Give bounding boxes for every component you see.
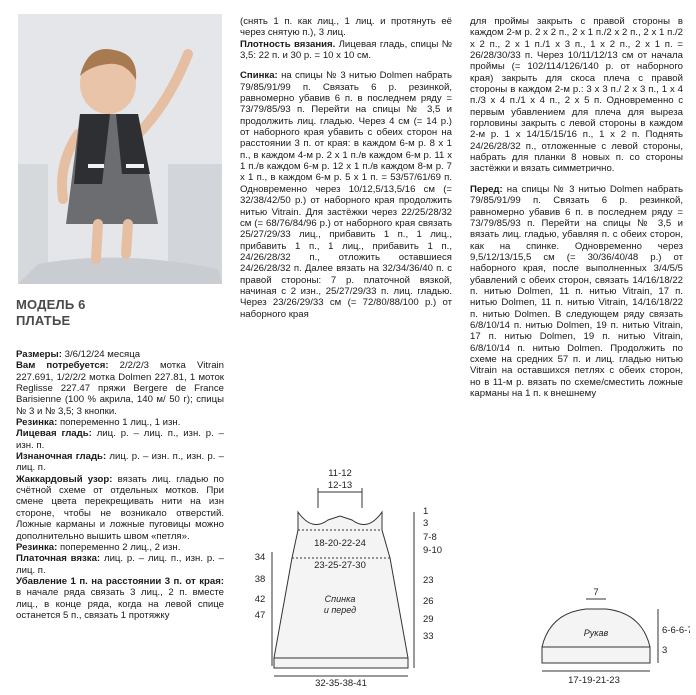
measure-chest: 18-20-22-24 (314, 538, 366, 549)
paragraph: Плотность вязания. Лицевая гладь, спицы № 3,5: 22 п. и 30 р. = 10 х 10 см. (240, 38, 452, 62)
measure-right-2: 3 (423, 518, 429, 529)
paragraph: Изнаночная гладь: лиц. р. – изн. п., изн. р. – лиц. п. (16, 451, 224, 474)
dress-pattern-diagram (240, 462, 452, 688)
paragraph: Лицевая гладь: лиц. р. – лиц. п., изн. р. – изн. п. (16, 428, 225, 451)
paragraph: Резинка: попеременно 2 лиц., 2 изн. (16, 541, 181, 553)
sleeve-pattern-svg (530, 585, 690, 690)
measure-right-7: 29 (423, 614, 434, 625)
paragraph: Убавление 1 п. на расстоянии 3 п. от края: в начале ряда связать 3 лиц., 2 п. вместе лиц., в конце ряда, когда на левой спице останется 5 п., связать 1 протяжку (16, 575, 224, 621)
paragraph: Вам потребуется: 2/2/2/3 мотка Vitrain 227.691, 1/2/2/2 мотка Dolmen 227.81, 1 моток Reglisse 227.47 пряжи Bergere de France Barisienne (100 % акрила, 140 м/ 50 г); спицы № 3 и № 3,5; 3 кнопки. (16, 360, 224, 417)
measure-left-1: 34 (254, 552, 266, 563)
model-title (16, 297, 226, 329)
measure-top-2: 12-13 (327, 480, 353, 491)
sleeve-top: 7 (593, 587, 599, 598)
measure-bottom: 32-35-38-41 (315, 678, 367, 688)
paragraph: Платочная вязка: лиц. р. – лиц. п., изн. р. – лиц. п. (16, 553, 225, 576)
model-number: МОДЕЛЬ 6 (16, 297, 86, 312)
paragraph: Резинка: попеременно 1 лиц., 1 изн. (16, 417, 181, 429)
measure-left-3: 42 (254, 594, 266, 605)
model-name: ПЛАТЬЕ (16, 313, 71, 328)
measure-left-4: 47 (254, 610, 266, 621)
measure-right-3: 7-8 (423, 532, 437, 543)
paragraph: Перед: на спицы № 3 нитью Dolmen набрать 79/85/91/99 п. Связать 6 р. резинкой, равномерно убавив 6 п. в последнем ряду = 73/79/85/93 п. Перейти на спицы № 3,5 и вязать лиц. гладью, убавляя п. с обеих сторон, как на спинке. Одновременно через 9,5/12/13/15,5 см (= 30/36/40/48 р.) от наборного края, после выполненных 3/4/5/5 убавлений с обеих сторон, связать 14/16/18/22 п. нитью Dolmen, 11 п. нитью Vitrain, 17 п. нитью Dolmen, 11 п. нитью Vitrain, 14/16/18/22 п. нитью Dolmen. В следующем ряду связать 6/8/10/14 п. нитью Dolmen, 19 п. нитью Vitrain, 17 п. нитью Dolmen, 19 п. нитью Vitrain, 6/8/10/14 п. нитью Dolmen. Продолжить по схеме на средних 57 п. и лиц. гладью нитью Vitrain на оставшихся петлях с обеих сторон, но в 11-м р. вязать по схеме/сместить ложные карманы на 1 п. к внешнему (470, 183, 683, 399)
sleeve-bottom: 17-19-21-23 (568, 675, 620, 686)
column-2 (240, 16, 452, 320)
sleeve-label: Рукав (583, 628, 609, 638)
baby-photo-illustration (18, 14, 222, 284)
paragraph: (снять 1 п. как лиц., 1 лиц. и протянуть её через снятую п.), 3 лиц. (240, 16, 452, 39)
paragraph: для проймы закрыть с правой стороны в каждом 2-м р. 2 х 2 п., 2 х 1 п./2 х 2 п., 2 х 1 п./2 х 2 п., 2 х 1 п./1 х 3 п., 1 х 2 п., 2 х 1 п. = 26/28/30/33 п. Через 10/11/12/13 см от начала проймы (= 102/114/126/140 р. от наборного края) закрыть для скоса плеча с правой стороны в каждом 2-м р.: 3 х 3 п./ 2 х 3 п., 1 х 4 п./3 х 4 п./1 х 4 п., 2 х 5 п. Одновременно с первым убавлением для плеча для выреза горловины закрыть с левой стороны в каждом 2-м р. 1 х 14/15/15/16 п., 1 х 2 п. Поднять 24/26/28/32 п., отложенные с левой стороны, набрать для планки 8 новых п. со стороны застёжки и вязать симметрично. (470, 16, 683, 175)
paragraph: Жаккардовый узор: вязать лиц. гладью по счётной схеме от отдельных мотков. При смене цвета перекрещивать нити на изн стороне, чтобы не возникало отверстий. Ложные карманы и ложные пуговицы можно дополнительно вышить швом «петля». (16, 473, 224, 542)
measure-right-4: 9-10 (423, 545, 443, 556)
sleeve-side-2: 3 (662, 645, 668, 656)
baby-photo (18, 14, 222, 284)
column-1 (16, 349, 224, 621)
measure-right-8: 33 (423, 631, 434, 642)
sleeve-side: 6-6-6-7 (662, 625, 690, 636)
dress-pattern-svg (240, 462, 452, 688)
piece-label-1: Спинка (324, 594, 356, 604)
paragraph: Спинка: на спицы № 3 нитью Dolmen набрать 79/85/91/99 п. Связать 6 р. резинкой, равномерно убавив 6 п. в последнем ряду = 73/79/85/93 п. Перейти на спицы № 3,5 и продолжить лиц. гладью. Через 4 см (= 14 р.) от наборного края убавить с обеих сторон на расстоянии 3 п. от края: в каждом 6-м р. 8 х 1 п., в каждом 4-м р. 2 х 1 п./в каждом 6-м р. 11 х 1 п./в каждом 6-м р. 12 х 1 п./в каждом 8-м р. 7 х 1 п., в каждом 6-м р. 5 х 1 п. = 53/57/61/69 п. Одновременно через 10/12,5/13,5/16 см (= 32/38/42/50 р.) от наборного края продолжить нитью Vitrain. Для застёжки через 22/25/28/32 см (= 68/76/84/96 р.) от наборного края связать 25/27/29/33 лиц., прибавить 1 п., 1 лиц., прибавить 1 п., 1 лиц., прибавить 1 п., 24/26/28/32 п., отложить оставшиеся 24/26/28/32 п. Далее вязать на 32/34/36/40 п. с правой стороны: 7 р. платочной вязкой, начиная с 2 изн., 25/27/29/33 п. лиц. гладью. Через 23/26/29/33 см (= 72/80/88/100 р.) от наборного края (240, 70, 452, 320)
piece-label-2: и перед (323, 605, 357, 615)
measure-right-1: 1 (423, 506, 429, 517)
measure-waist: 23-25-27-30 (314, 560, 366, 571)
column-3 (470, 16, 683, 399)
measure-right-5: 23 (423, 575, 434, 586)
measure-right-6: 26 (423, 596, 434, 607)
sleeve-pattern-diagram (530, 585, 690, 690)
measure-left-2: 38 (254, 574, 266, 585)
paragraph: Размеры: 3/6/12/24 месяца (16, 349, 141, 360)
measure-top-1: 11-12 (328, 468, 352, 479)
